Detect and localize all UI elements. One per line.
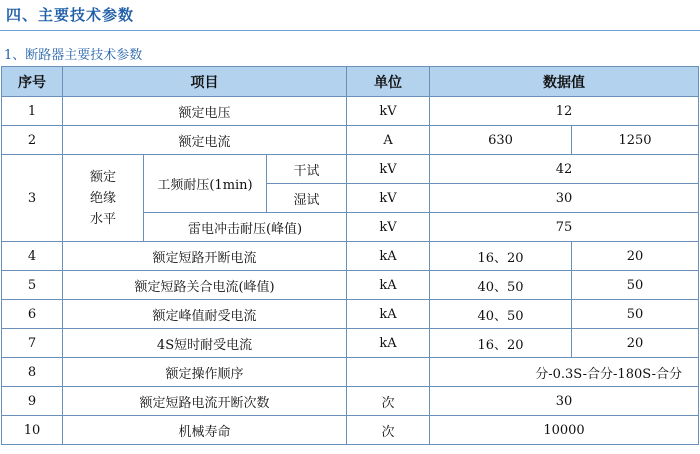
row-item: 额定操作顺序 <box>63 358 347 387</box>
row-value-a: 630 <box>430 126 572 155</box>
row-value-b: 1250 <box>572 126 699 155</box>
row-value: 12 <box>430 97 699 126</box>
row-unit: kA <box>347 329 430 358</box>
row-unit: kV <box>347 184 430 213</box>
table-row <box>2 358 699 387</box>
row-seq: 9 <box>2 387 63 416</box>
row-item: 额定电流 <box>63 126 347 155</box>
row-value-b: 20 <box>572 329 699 358</box>
row-value: 42 <box>430 155 699 184</box>
insulation-level-label <box>63 155 144 242</box>
row-value-a: 40、50 <box>430 300 572 329</box>
row-unit: kA <box>347 242 430 271</box>
dry-test-label: 干试 <box>267 155 347 184</box>
row-unit: kA <box>347 300 430 329</box>
row-value: 75 <box>430 213 699 242</box>
row-value: 30 <box>430 184 699 213</box>
row-item: 4S短时耐受电流 <box>63 329 347 358</box>
row-value-a: 40、50 <box>430 271 572 300</box>
table-row <box>2 242 699 271</box>
row-item: 机械寿命 <box>63 416 347 445</box>
table-row <box>2 329 699 358</box>
power-frequency-withstand-label: 工频耐压(1min) <box>144 155 267 213</box>
header-seq: 序号 <box>2 67 63 97</box>
row-value-a: 16、20 <box>430 329 572 358</box>
subsection-title: 1、断路器主要技术参数 <box>4 48 143 63</box>
row-unit: A <box>347 126 430 155</box>
section-divider <box>0 30 700 31</box>
row-seq: 6 <box>2 300 63 329</box>
row-seq: 7 <box>2 329 63 358</box>
row-seq: 2 <box>2 126 63 155</box>
row-seq: 3 <box>2 155 63 242</box>
row-item: 额定短路电流开断次数 <box>63 387 347 416</box>
header-unit: 单位 <box>347 67 430 97</box>
row-item: 额定电压 <box>63 97 347 126</box>
table-row <box>2 300 699 329</box>
breaker-spec-table <box>1 66 699 445</box>
section-title: 四、主要技术参数 <box>6 6 135 24</box>
row-seq: 1 <box>2 97 63 126</box>
row-unit: 次 <box>347 387 430 416</box>
table-row <box>2 126 699 155</box>
row-unit: kV <box>347 97 430 126</box>
insulation-label-line: 水平 <box>89 211 116 227</box>
row-unit: kA <box>347 271 430 300</box>
row-value-b: 20 <box>572 242 699 271</box>
row-unit: kV <box>347 155 430 184</box>
row-value: 10000 <box>430 416 699 445</box>
header-value: 数据值 <box>430 67 699 97</box>
table-row <box>2 271 699 300</box>
row-value: 30 <box>430 387 699 416</box>
row-item: 额定短路关合电流(峰值) <box>63 271 347 300</box>
table-header-row <box>2 67 699 97</box>
row-unit <box>347 358 430 387</box>
table-row <box>2 387 699 416</box>
row-value-b: 50 <box>572 271 699 300</box>
row-unit: 次 <box>347 416 430 445</box>
table-row <box>2 416 699 445</box>
table-row <box>2 97 699 126</box>
row-value-a: 16、20 <box>430 242 572 271</box>
row-seq: 4 <box>2 242 63 271</box>
row-value-b: 50 <box>572 300 699 329</box>
table-row <box>2 155 699 184</box>
row-seq: 5 <box>2 271 63 300</box>
row-seq: 8 <box>2 358 63 387</box>
row-unit: kV <box>347 213 430 242</box>
row-item: 额定峰值耐受电流 <box>63 300 347 329</box>
wet-test-label: 湿试 <box>267 184 347 213</box>
header-item: 项目 <box>63 67 347 97</box>
row-seq: 10 <box>2 416 63 445</box>
lightning-impulse-label: 雷电冲击耐压(峰值) <box>144 213 347 242</box>
insulation-label-line: 绝缘 <box>89 190 116 206</box>
row-item: 额定短路开断电流 <box>63 242 347 271</box>
row-value: 分-0.3S-合分-180S-合分 <box>430 358 699 387</box>
insulation-label-line: 额定 <box>89 169 116 185</box>
